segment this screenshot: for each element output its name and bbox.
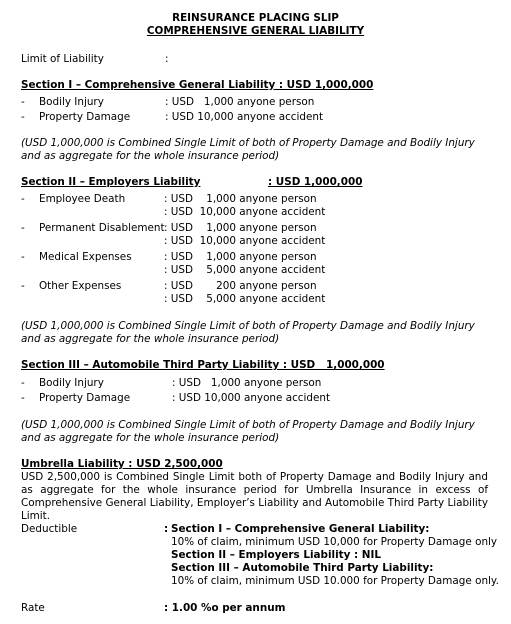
deductible-section1-text: 10% of claim, minimum USD 10,000 for Property Damage only [171,536,498,548]
section3-row-label: Property Damage [39,392,131,404]
umbrella-text: USD 2,500,000 is Combined Single Limit both of Property Damage and Bodily Injury and as aggregate for the whole insurance period for Umbrella Insurance in excess of Comprehensive General Liability, Employer’s Liability and Automobile Third Party Liability Limit. [21,471,488,522]
limit-label: Limit of Liability [21,53,104,65]
rate-value: : 1.00 %o per annum [164,602,286,614]
section2-row-value1: : USD 200 anyone person [164,280,317,292]
section3-row-dash: - [21,377,25,389]
section2-row-label: Permanent Disablement [39,222,165,234]
umbrella-heading: Umbrella Liability : USD 2,500,000 [21,458,223,470]
section2-row-value2: : USD 5,000 anyone accident [164,264,326,276]
section2-row-value1: : USD 1,000 anyone person [164,193,317,205]
deductible-colon: : [164,523,169,535]
section1-row-value: : USD 10,000 anyone accident [165,111,324,123]
section2-row-value1: : USD 1,000 anyone person [164,222,317,234]
section2-row-value1: : USD 1,000 anyone person [164,251,317,263]
section3-row-value: : USD 10,000 anyone accident [172,392,331,404]
section2-row-label: Other Expenses [39,280,122,292]
section1-note: (USD 1,000,000 is Combined Single Limit of both of Property Damage and Bodily Injury and as aggregate for the whole insurance period) [21,137,475,162]
section2-row-value2: : USD 10,000 anyone accident [164,206,326,218]
section2-row-value2: : USD 10,000 anyone accident [164,235,326,247]
limit-colon: : [165,53,169,65]
section2-note: (USD 1,000,000 is Combined Single Limit of both of Property Damage and Bodily Injury and as aggregate for the whole insurance period) [21,320,475,345]
section3-heading: Section III – Automobile Third Party Liability : USD 1,000,000 [21,359,385,371]
section2-row-value2: : USD 5,000 anyone accident [164,293,326,305]
rate-label: Rate [21,602,45,614]
section3-row-value: : USD 1,000 anyone person [172,377,322,389]
section3-note: (USD 1,000,000 is Combined Single Limit of both of Property Damage and Bodily Injury and as aggregate for the whole insurance period) [21,419,475,444]
section2-amount: : USD 1,000,000 [268,176,363,188]
section2-heading: Section II – Employers Liability [21,176,201,188]
section3-row-label: Bodily Injury [39,377,104,389]
deductible-section3-text: 10% of claim, minimum USD 10.000 for Property Damage only. [171,575,499,587]
section2-row-dash: - [21,222,25,234]
deductible-section2-heading: Section II – Employers Liability : NIL [171,549,381,561]
section3-row-dash: - [21,392,25,404]
section1-row-label: Bodily Injury [39,96,104,108]
section1-row-value: : USD 1,000 anyone person [165,96,315,108]
section1-row-label: Property Damage [39,111,131,123]
deductible-section1-heading: Section I – Comprehensive General Liability: [171,523,430,535]
document-subtitle: COMPREHENSIVE GENERAL LIABILITY [146,25,365,37]
deductible-label: Deductible [21,523,78,535]
section1-heading: Section I – Comprehensive General Liability : USD 1,000,000 [21,79,374,91]
section1-row-dash: - [21,96,25,108]
section2-row-dash: - [21,280,25,292]
section2-row-dash: - [21,251,25,263]
deductible-section3-heading: Section III – Automobile Third Party Liability: [171,562,434,574]
section2-row-label: Medical Expenses [39,251,132,263]
section2-row-dash: - [21,193,25,205]
document-title: REINSURANCE PLACING SLIP [172,12,339,24]
section1-row-dash: - [21,111,25,123]
section2-row-label: Employee Death [39,193,126,205]
